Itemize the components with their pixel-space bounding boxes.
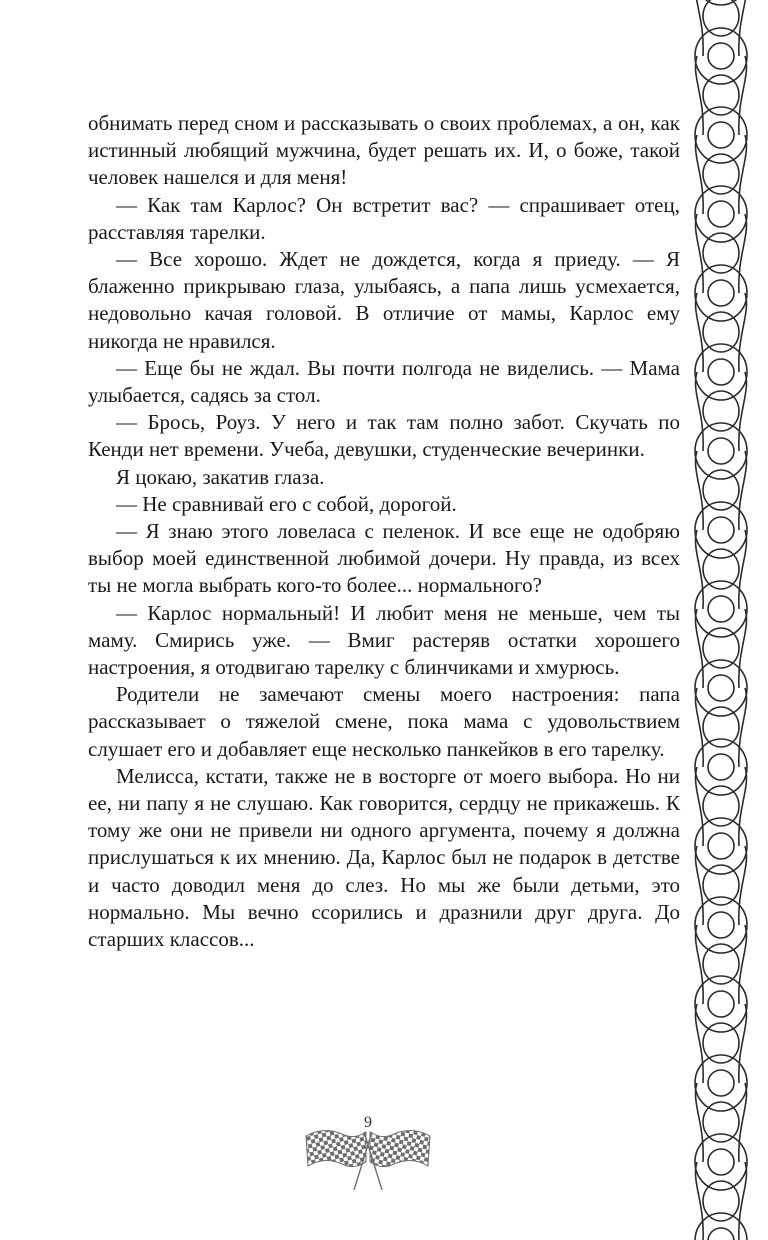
paragraph-9: — Карлос нормальный! И любит меня не меньше, чем ты маму. Смирись уже. — Вмиг растеряв остатки хорошего настроения, я отодвигаю тарелку с блинчиками и хмурюсь.: [88, 600, 680, 680]
chain-pin: [708, 517, 734, 543]
chain-mid-ring: [703, 391, 739, 431]
chain-pin: [708, 1149, 734, 1175]
paragraph-1: обнимать перед сном и рассказывать о своих проблемах, а он, как истинный любящий мужчина, будет решать их. И, о боже, такой человек нашелся и для меня!: [88, 111, 680, 190]
chain-pin: [708, 359, 734, 385]
chain-mid-ring: [703, 628, 739, 668]
chain-mid-ring: [703, 312, 739, 352]
chain-pin: [708, 754, 734, 780]
chain-roller: [695, 0, 747, 5]
paragraph-10: Родители не замечают смены моего настроения: папа рассказывает о тяжелой смене, пока мама с удовольствием слушает его и добавляет еще несколько панкейков в его тарелку.: [88, 682, 680, 761]
paragraph-7: — Не сравнивай его с собой, дорогой.: [116, 491, 457, 516]
paragraph-11: Мелисса, кстати, также не в восторге от моего выбора. Но ни ее, ни папу я не слушаю. Как говорится, сердцу не прикажешь. К тому же они не привели ни одного аргумента, почему я должна прислушаться к их мнению. Да, Карлос был не подарок в детстве и часто доводил меня до слез. Но мы же были детьми, это нормально. Мы вечно ссорились и дразнили друг друга. До старших классов...: [88, 763, 680, 952]
chain-mid-ring: [703, 1102, 739, 1142]
chain-pin: [708, 596, 734, 622]
chain-mid-ring: [703, 1181, 739, 1221]
chain-mid-ring: [703, 786, 739, 826]
chain-mid-ring: [703, 470, 739, 510]
bike-chain-icon: [676, 0, 768, 1240]
paragraph-8: — Я знаю этого ловеласа с пеленок. И все еще не одобряю выбор моей единственной любимой дочери. Ну правда, из всех ты не могла выбрать кого-то более... нормального?: [88, 519, 680, 598]
chain-pin: [708, 43, 734, 69]
chain-pin: [708, 438, 734, 464]
page-footer: [298, 1110, 438, 1190]
chain-mid-ring: [703, 75, 739, 115]
chain-pin: [708, 675, 734, 701]
chain-mid-ring: [703, 707, 739, 747]
paragraph-5: — Брось, Роуз. У него и так там полно забот. Скучать по Кенди нет времени. Учеба, девушки, студенческие вечеринки.: [88, 410, 680, 462]
chain-pin: [708, 122, 734, 148]
chain-mid-ring: [703, 154, 739, 194]
page-body-text: [88, 110, 680, 953]
chain-pin: [708, 1228, 734, 1240]
paragraph-6: Я цокаю, закатив глаза.: [116, 464, 325, 489]
chain-pin: [708, 912, 734, 938]
chain-mid-ring: [703, 233, 739, 273]
page-number: 9: [364, 1114, 372, 1131]
paragraph-2: — Как там Карлос? Он встретит вас? — спрашивает отец, расставляя тарелки.: [88, 192, 680, 244]
chain-pin: [708, 833, 734, 859]
chain-pin: [708, 280, 734, 306]
chain-mid-ring: [703, 1023, 739, 1063]
paragraph-4: — Еще бы не ждал. Вы почти полгода не виделись. — Мама улыбается, садясь за стол.: [88, 355, 680, 408]
chain-mid-ring: [703, 865, 739, 905]
chain-pin: [708, 201, 734, 227]
chain-mid-ring: [703, 944, 739, 984]
chain-mid-ring: [703, 549, 739, 589]
paragraph-3: — Все хорошо. Ждет не дождется, когда я приеду. — Я блаженно прикрываю глаза, улыбаясь, а папа лишь усмехается, недовольно качая головой. В отличие от мамы, Карлос ему никогда не нравился.: [88, 247, 680, 353]
chain-pin: [708, 1070, 734, 1096]
chain-pin: [708, 991, 734, 1017]
